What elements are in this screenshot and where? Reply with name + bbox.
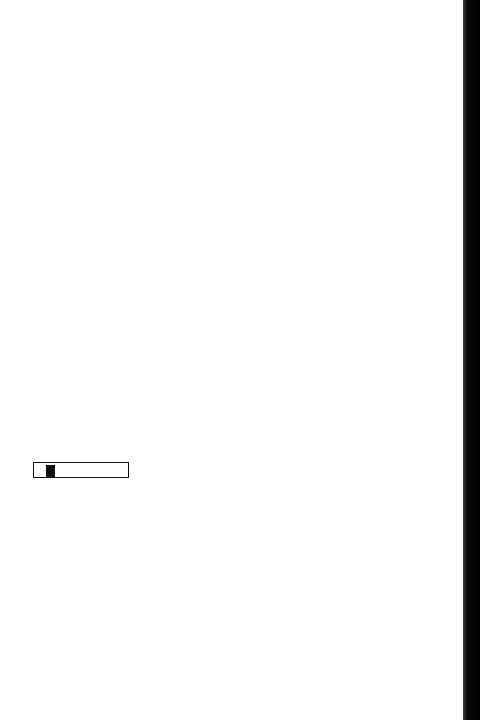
section-marker-bar	[46, 465, 55, 477]
section-number-box	[33, 462, 129, 478]
scan-edge-shadow	[463, 0, 480, 720]
